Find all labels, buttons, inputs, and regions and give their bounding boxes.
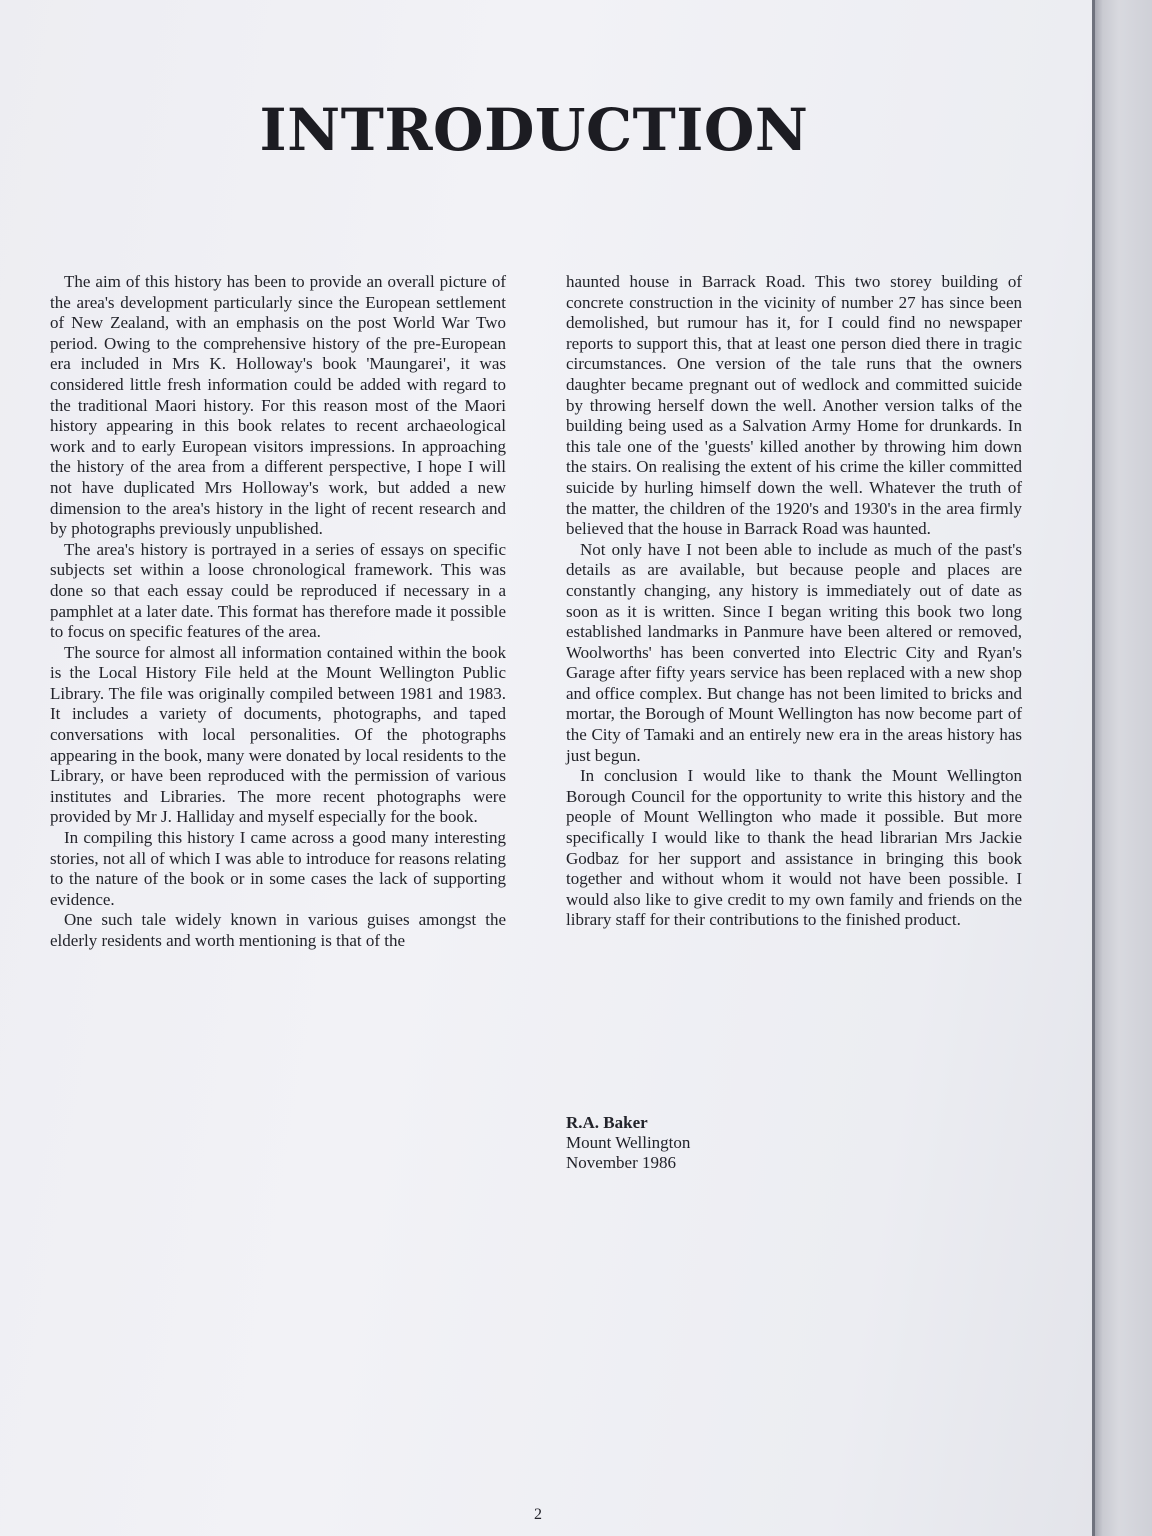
signature-date: November 1986 [566, 1153, 677, 1172]
paragraph: In compiling this history I came across a good many interesting stories, not all of which I was able to introduce for reasons relating to the nature of the book or in some cases the lack of supporting evidence. [50, 828, 506, 909]
right-text-column [566, 272, 1022, 931]
left-text-column [50, 272, 506, 952]
paragraph: One such tale widely known in various guises amongst the elderly residents and worth mentioning is that of the [50, 910, 506, 950]
signature-block [566, 1113, 690, 1173]
page-title: INTRODUCTION [259, 96, 809, 164]
author-name: R.A. Baker [566, 1113, 648, 1132]
paragraph-continued: haunted house in Barrack Road. This two storey building of concrete construction in the vicinity of number 27 has since been demolished, but rumour has it, for I could find no newspaper reports to support this, that at least one person died there in tragic circumstances. One version of the tale runs that the owners daughter became pregnant out of wedlock and committed suicide by throwing herself down the well. Another version talks of the building being used as a Salvation Army Home for drunkards. In this tale one of the 'guests' killed another by throwing him down the stairs. On realising the extent of his crime the killer committed suicide by hurling himself down the well. Whatever the truth of the matter, the children of the 1920's and 1930's in the area firmly believed that the house in Barrack Road was haunted. [566, 272, 1022, 539]
paragraph: Not only have I not been able to include as much of the past's details as are available, but because people and places are constantly changing, any history is immediately out of date as soon as it is written. Since I began writing this book two long established landmarks in Panmure have been altered or removed, Woolworths' has been converted into Electric City and Ryan's Garage after fifty years service has been replaced with a new shop and office complex. But change has not been limited to bricks and mortar, the Borough of Mount Wellington has now become part of the City of Tamaki and an entirely new era in the areas history has just begun. [566, 539, 1022, 765]
author-place: Mount Wellington [566, 1133, 691, 1152]
adjacent-page-edge [1092, 0, 1152, 1536]
paragraph: The aim of this history has been to provide an overall picture of the area's development particularly since the European settlement of New Zealand, with an emphasis on the post World War Two period. Owing to the comprehensive history of the pre-European era included in Mrs K. Holloway's book 'Maungarei', it was considered little fresh information could be added with regard to the traditional Maori history. For this reason most of the Maori history appearing in this book relates to recent archaeological work and to early European visitors impressions. In approaching the history of the area from a different perspective, I hope I will not have duplicated Mrs Holloway's work, but added a new dimension to the area's history in the light of recent research and by photographs previously unpublished. [50, 272, 506, 539]
paragraph: The area's history is portrayed in a series of essays on specific subjects set within a loose chronological framework. This was done so that each essay could be reproduced if necessary in a pamphlet at a later date. This format has therefore made it possible to focus on specific features of the area. [50, 539, 506, 642]
paragraph: The source for almost all information contained within the book is the Local History File held at the Mount Wellington Public Library. The file was originally compiled between 1981 and 1983. It includes a variety of documents, photographs, and taped conversations with local personalities. Of the photographs appearing in the book, many were donated by local residents to the Library, or have been reproduced with the permission of various institutes and Libraries. The more recent photographs were provided by Mr J. Halliday and myself especially for the book. [50, 642, 506, 827]
paragraph: In conclusion I would like to thank the Mount Wellington Borough Council for the opportunity to write this history and the people of Mount Wellington who made it possible. But more specifically I would like to thank the head librarian Mrs Jackie Godbaz for her support and assistance in bringing this book together and without whom it would not have been possible. I would also like to give credit to my own family and friends on the library staff for their contributions to the finished product. [566, 766, 1022, 930]
page-shadow-line [1092, 0, 1095, 1536]
page-number: 2 [534, 1506, 542, 1523]
